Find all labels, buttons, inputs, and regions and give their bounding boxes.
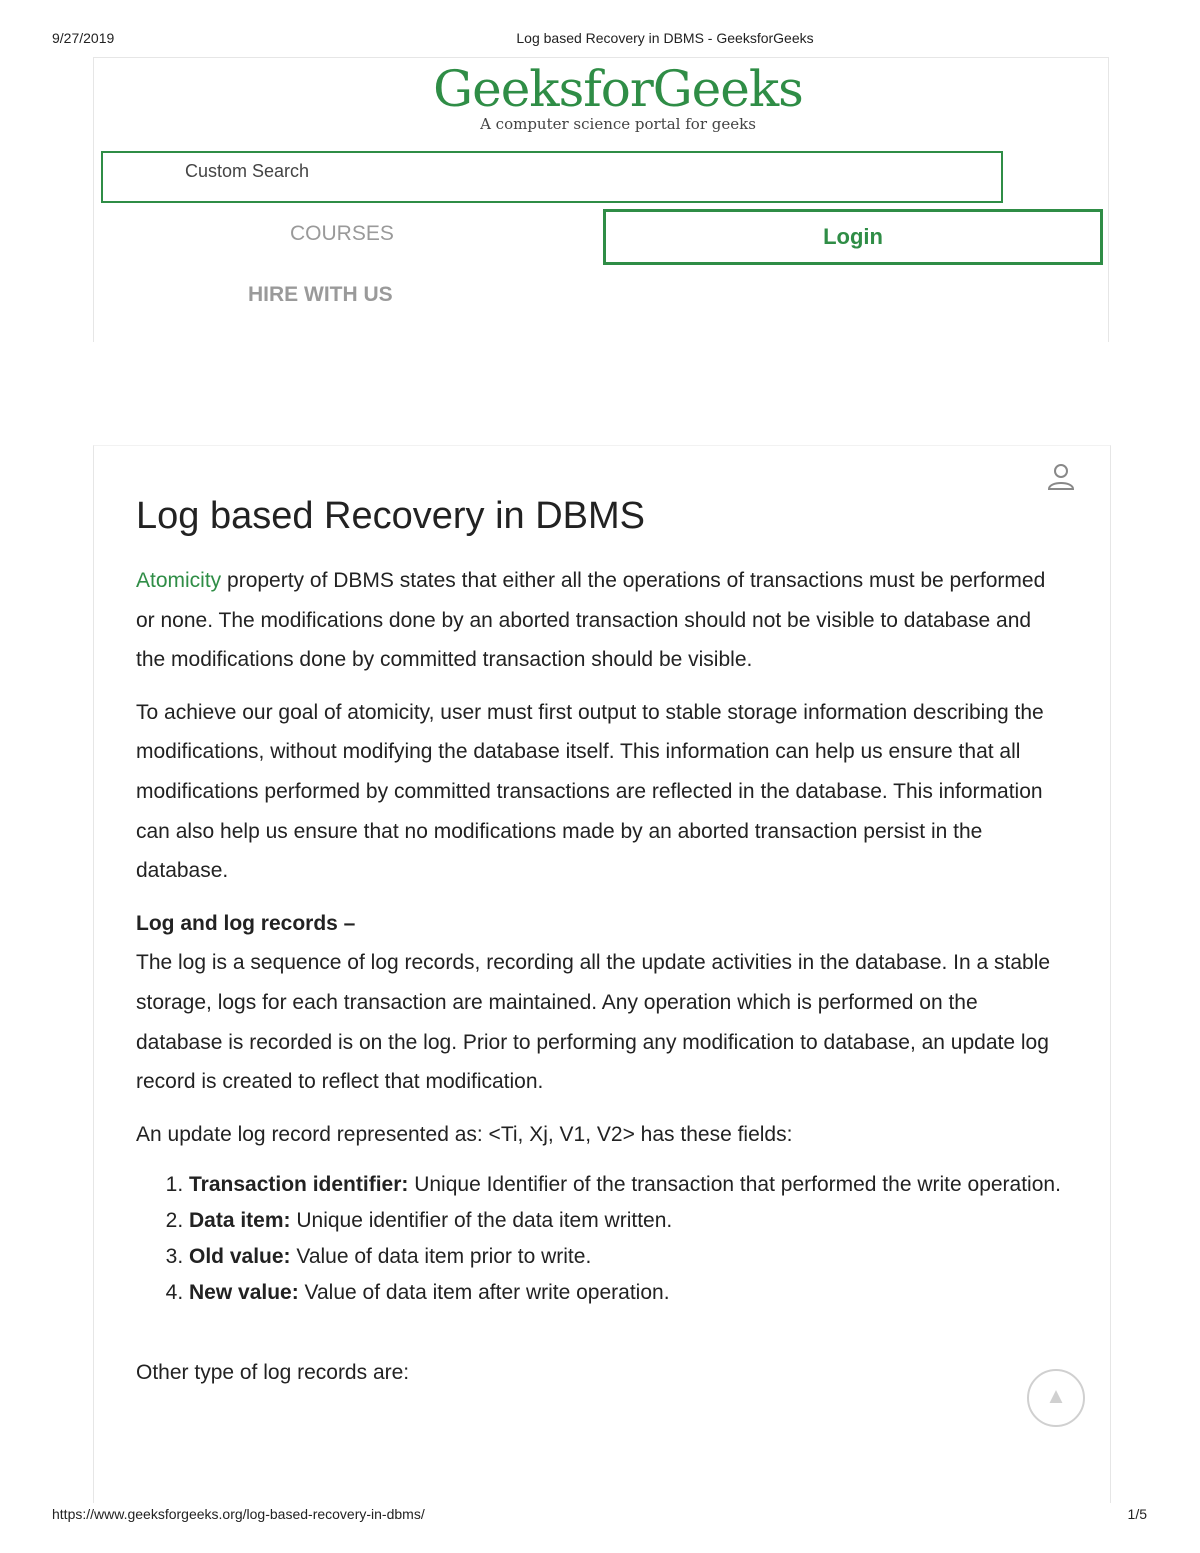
print-url: https://www.geeksforgeeks.org/log-based-recovery-in-dbms/ [52, 1506, 425, 1522]
print-date: 9/27/2019 [52, 30, 115, 46]
scroll-top-button[interactable] [1027, 1369, 1085, 1427]
nav-courses-link[interactable]: COURSES [290, 222, 394, 245]
paragraph-goal: To achieve our goal of atomicity, user must first output to stable storage information describing the modifications, without modifying the database itself. This information can help us ensure that all modifications performed by committed transactions are reflected in the database. This information can also help us ensure that no modifications made by an aborted transaction persist in the database. [136, 700, 1044, 883]
fields-list [136, 1167, 1066, 1311]
section-subheading: Log and log records – [136, 911, 356, 935]
article-title: Log based Recovery in DBMS [136, 495, 646, 537]
list-item-desc: Value of data item after write operation. [298, 1281, 670, 1305]
list-item-desc: Value of data item prior to write. [290, 1245, 592, 1269]
paragraph-update-record: An update log record represented as: <Ti, Xj, V1, V2> has these fields: [136, 1122, 793, 1146]
search-placeholder: Custom Search [185, 161, 310, 181]
site-logo[interactable] [0, 60, 1200, 132]
login-button[interactable]: Login [603, 209, 1103, 265]
paragraph-text: The log is a sequence of log records, recording all the update activities in the database. In a stable storage, logs for each transaction are maintained. Any operation which is performed on the database is recorded is on the log. Prior to performing any modification to database, an update log record is created to reflect that modification. [136, 951, 1051, 1094]
atomicity-link[interactable]: Atomicity [136, 569, 222, 592]
article-body [136, 561, 1066, 1406]
paragraph-atomicity [136, 561, 1066, 680]
list-item [189, 1275, 1066, 1311]
arrow-up-icon: ▲ [1045, 1383, 1067, 1408]
paragraph-log [136, 904, 1066, 1102]
search-input[interactable] [101, 151, 1003, 203]
list-item-term: Transaction identifier: [189, 1173, 409, 1197]
list-item-term: New value: [189, 1281, 299, 1305]
paragraph-text: property of DBMS states that either all the operations of transactions must be performed or none. The modifications done by an aborted transaction should not be visible to database and the modifications done by committed transaction should be visible. [136, 569, 1046, 672]
nav-hire-link[interactable]: HIRE WITH US [248, 283, 393, 306]
logo-text[interactable]: GeeksforGeeks [433, 60, 803, 118]
print-title: Log based Recovery in DBMS - GeeksforGeeks [516, 30, 814, 46]
list-item-desc: Unique Identifier of the transaction that performed the write operation. [408, 1173, 1061, 1197]
list-item [189, 1239, 1066, 1275]
print-page-number: 1/5 [1127, 1506, 1147, 1522]
list-item [189, 1167, 1066, 1203]
print-header [0, 30, 1200, 50]
logo-tagline: A computer science portal for geeks [480, 115, 756, 133]
paragraph-other: Other type of log records are: [136, 1361, 410, 1385]
list-item-desc: Unique identifier of the data item written. [290, 1209, 673, 1233]
list-item-term: Data item: [189, 1209, 291, 1233]
list-item-term: Old value: [189, 1245, 291, 1269]
list-item [189, 1203, 1066, 1239]
user-icon[interactable] [1046, 462, 1076, 492]
